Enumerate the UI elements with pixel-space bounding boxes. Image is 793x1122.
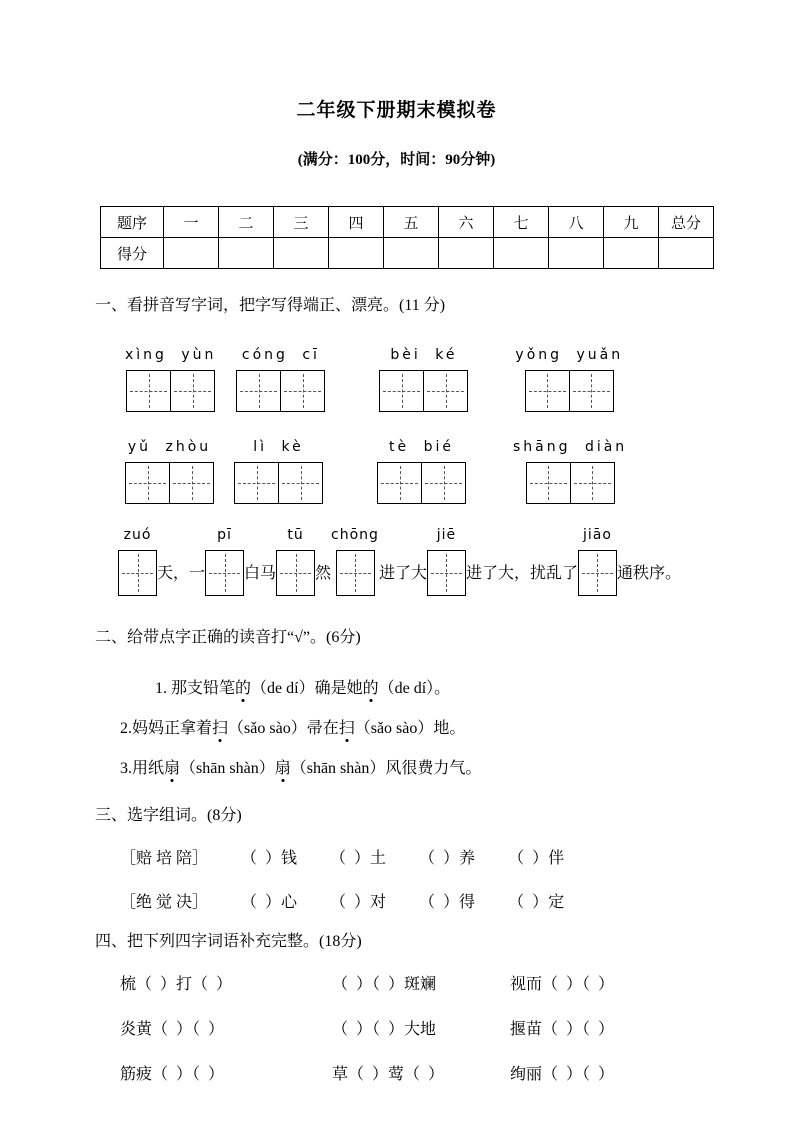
pinyin-label: tè bié <box>389 439 454 455</box>
pinyin-label: chōng <box>331 527 379 543</box>
score-empty-cell <box>274 238 329 269</box>
pinyin-label: lì kè <box>253 439 304 455</box>
writing-cells <box>379 370 468 412</box>
idiom-blank: 梳（ ）打（ ） <box>120 976 233 993</box>
section3-rows <box>0 849 793 913</box>
idiom-blank: （ ）（ ）斑斓 <box>332 976 437 993</box>
score-table-column-header: 七 <box>494 207 549 238</box>
char-options: ［赔 培 陪］ <box>120 850 209 867</box>
writing-grid-group <box>236 347 325 412</box>
idiom-blank: 揠苗（ ）（ ） <box>510 1021 615 1038</box>
question-item <box>120 759 793 779</box>
writing-grid-group <box>513 439 627 504</box>
score-table-column-header: 九 <box>604 207 659 238</box>
dotted-char: 扇 <box>274 760 291 777</box>
writing-cell <box>276 550 315 596</box>
sentence-text: 进了大 <box>378 565 427 582</box>
writing-box-group <box>578 527 617 596</box>
score-empty-cell <box>384 238 439 269</box>
writing-cell <box>525 370 570 412</box>
writing-box-group <box>205 527 244 596</box>
score-table-corner-cell: 题序 <box>101 207 164 238</box>
choose-char-row <box>120 849 793 869</box>
score-table-score-row <box>101 238 714 269</box>
dotted-char: 的 <box>235 680 252 697</box>
section4-grid <box>120 975 793 1085</box>
char-options: ［绝 觉 决］ <box>120 894 209 911</box>
score-empty-cell <box>494 238 549 269</box>
pinyin-label: tū <box>287 527 304 543</box>
item-text: （sǎo sào）地。 <box>354 720 466 737</box>
writing-cells <box>234 462 323 504</box>
score-table <box>100 206 714 269</box>
idiom-blank: 视而（ ）（ ） <box>510 976 615 993</box>
writing-grid-group <box>125 439 214 504</box>
item-text: （sǎo sào）帚在 <box>228 720 339 737</box>
writing-cell <box>125 462 170 504</box>
writing-grid-group <box>377 439 466 504</box>
writing-cell <box>118 550 157 596</box>
score-table-column-header: 五 <box>384 207 439 238</box>
score-table-column-header: 三 <box>274 207 329 238</box>
writing-cell <box>570 462 615 504</box>
pinyin-writing-row-1 <box>0 347 793 412</box>
writing-cell <box>336 550 375 596</box>
score-table-header-row <box>101 207 714 238</box>
score-empty-cell <box>329 238 384 269</box>
page-title: 二年级下册期末模拟卷 <box>296 100 497 121</box>
blank-word: （ ）土 <box>330 850 387 867</box>
dotted-char: 的 <box>362 680 379 697</box>
writing-cell <box>423 370 468 412</box>
writing-box-group <box>331 527 379 596</box>
writing-grid-group <box>234 439 323 504</box>
writing-cell <box>421 462 466 504</box>
section3-heading: 三、选字组词。(8分) <box>95 807 242 824</box>
writing-cells <box>526 462 615 504</box>
pinyin-label: yǔ zhòu <box>127 439 212 455</box>
idiom-blank: 绚丽（ ）（ ） <box>510 1066 615 1083</box>
writing-cell <box>234 462 279 504</box>
writing-grid-group <box>515 347 623 412</box>
pinyin-label: cóng cī <box>241 347 320 363</box>
writing-cell <box>578 550 617 596</box>
sentence-text: 天，一 <box>157 565 206 582</box>
question-item <box>155 679 793 699</box>
dotted-char: 扫 <box>212 720 229 737</box>
writing-cell <box>236 370 281 412</box>
score-empty-cell <box>439 238 494 269</box>
pinyin-sentence-fill <box>118 527 793 596</box>
writing-cell <box>377 462 422 504</box>
pinyin-label: jiāo <box>583 527 612 543</box>
score-empty-cell <box>549 238 604 269</box>
score-table-column-header: 二 <box>219 207 274 238</box>
section2-items <box>0 679 793 779</box>
pinyin-label: yǒng yuǎn <box>515 347 624 363</box>
dotted-char: 扇 <box>164 760 181 777</box>
writing-grid-group <box>125 347 216 412</box>
question-item <box>120 719 793 739</box>
score-empty-cell <box>604 238 659 269</box>
idiom-blank: 草（ ）莺（ ） <box>332 1066 445 1083</box>
blank-word: （ ）伴 <box>508 850 565 867</box>
section1-heading: 一、看拼音写字词，把字写得端正、漂亮。(11 分) <box>95 297 446 314</box>
blank-word: （ ）得 <box>419 894 476 911</box>
score-table-column-header: 八 <box>549 207 604 238</box>
writing-box-group <box>276 527 315 596</box>
sentence-text: 白马 <box>244 565 277 582</box>
pinyin-writing-row-2 <box>0 439 793 504</box>
pinyin-label: bèi ké <box>390 347 458 363</box>
writing-cells <box>236 370 325 412</box>
idiom-blank: （ ）（ ）大地 <box>332 1021 437 1038</box>
score-empty-cell <box>219 238 274 269</box>
sentence-text: 通秩序。 <box>616 565 681 582</box>
writing-cell <box>205 550 244 596</box>
score-empty-cell <box>659 238 714 269</box>
writing-cell <box>126 370 171 412</box>
writing-cell <box>526 462 571 504</box>
item-text: （de dí）确是她 <box>251 680 363 697</box>
writing-box-group <box>118 527 157 596</box>
writing-cell <box>280 370 325 412</box>
score-table-column-header: 四 <box>329 207 384 238</box>
idiom-blank: 筋疲（ ）（ ） <box>120 1066 225 1083</box>
writing-cells <box>525 370 614 412</box>
item-text: 2.妈妈正拿着 <box>120 720 213 737</box>
section2-heading: 二、给带点字正确的读音打“√”。(6分) <box>95 629 361 646</box>
pinyin-label: zuó <box>123 527 152 543</box>
pinyin-label: pī <box>217 527 232 543</box>
sentence-text: 然 <box>315 565 332 582</box>
item-text: （de dí）。 <box>378 680 451 697</box>
writing-cell <box>278 462 323 504</box>
choose-char-row <box>120 893 793 913</box>
pinyin-label: xìng yùn <box>125 347 217 363</box>
score-row-label: 得分 <box>101 238 164 269</box>
item-text: （shān shàn） <box>180 760 275 777</box>
blank-word: （ ）定 <box>508 894 565 911</box>
writing-cell <box>427 550 466 596</box>
pinyin-label: jiē <box>436 527 457 543</box>
section4-heading: 四、把下列四字词语补充完整。(18分) <box>95 933 362 950</box>
writing-cell <box>170 370 215 412</box>
item-text: （shān shàn）风很费力气。 <box>290 760 482 777</box>
writing-cell <box>169 462 214 504</box>
score-empty-cell <box>164 238 219 269</box>
pinyin-label: shāng diàn <box>513 439 628 455</box>
writing-box-group <box>427 527 466 596</box>
writing-cell <box>569 370 614 412</box>
writing-cells <box>377 462 466 504</box>
blank-word: （ ）对 <box>330 894 387 911</box>
writing-cell <box>379 370 424 412</box>
sentence-text: 进了大，扰乱了 <box>465 565 578 582</box>
item-text: 1. 那支铅笔 <box>155 680 236 697</box>
page-subtitle: (满分：100分，时间：90分钟) <box>297 152 496 168</box>
score-table-column-header: 总分 <box>659 207 714 238</box>
score-table-column-header: 一 <box>164 207 219 238</box>
writing-cells <box>125 462 214 504</box>
dotted-char: 扫 <box>338 720 355 737</box>
blank-word: （ ）钱 <box>241 850 298 867</box>
writing-cells <box>126 370 215 412</box>
idiom-blank: 炎黄（ ）（ ） <box>120 1021 225 1038</box>
score-table-column-header: 六 <box>439 207 494 238</box>
blank-word: （ ）养 <box>419 850 476 867</box>
item-text: 3.用纸 <box>120 760 165 777</box>
blank-word: （ ）心 <box>241 894 298 911</box>
writing-grid-group <box>379 347 468 412</box>
